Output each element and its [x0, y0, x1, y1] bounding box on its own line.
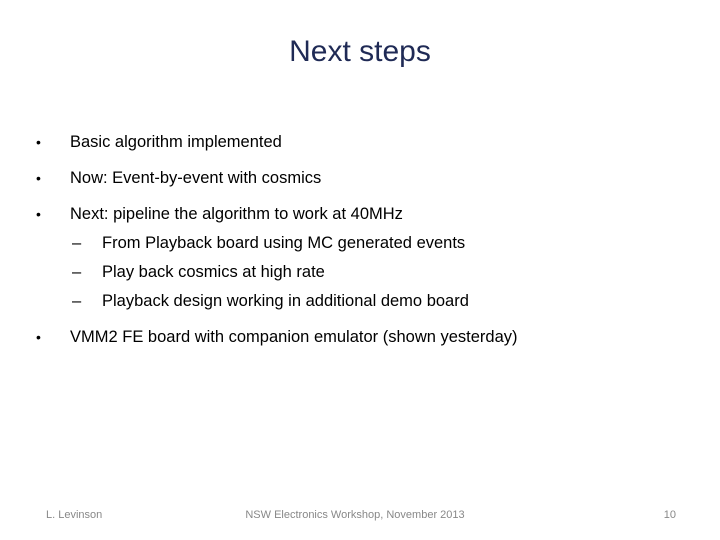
sub-bullet-item — [72, 261, 325, 283]
bullet-item — [36, 131, 282, 153]
sub-bullet-text: From Playback board using MC generated events — [102, 234, 466, 252]
bullet-marker: • — [36, 206, 41, 222]
bullet-item — [36, 167, 321, 189]
dash-marker: – — [72, 263, 82, 281]
bullet-marker: • — [36, 329, 41, 345]
bullet-text: Next: pipeline the algorithm to work at 40MHz — [70, 205, 403, 223]
footer-event: NSW Electronics Workshop, November 2013 — [245, 509, 465, 521]
sub-bullet-item — [72, 290, 469, 312]
dash-marker: – — [72, 292, 82, 310]
bullet-marker: • — [36, 134, 41, 150]
bullet-text: Now: Event-by-event with cosmics — [70, 169, 322, 187]
sub-bullet-text: Play back cosmics at high rate — [102, 263, 325, 281]
bullet-item — [36, 326, 518, 348]
slide-title: Next steps — [289, 35, 431, 68]
page-number: 10 — [663, 509, 676, 521]
bullet-item — [36, 203, 403, 225]
bullet-text: VMM2 FE board with companion emulator (shown yesterday) — [70, 328, 518, 346]
dash-marker: – — [72, 234, 82, 252]
bullet-text: Basic algorithm implemented — [70, 133, 282, 151]
sub-bullet-text: Playback design working in additional demo board — [102, 292, 469, 310]
footer-author: L. Levinson — [46, 509, 103, 521]
sub-bullet-item — [72, 232, 465, 254]
bullet-marker: • — [36, 170, 41, 186]
